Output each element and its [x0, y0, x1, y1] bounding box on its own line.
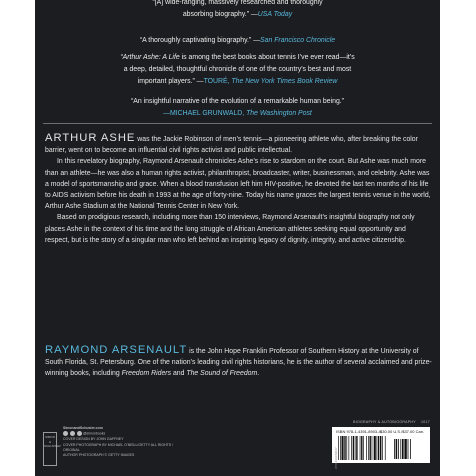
publisher-info: [63, 426, 183, 459]
barcode-bar: [380, 436, 381, 460]
barcode-bar: [382, 436, 383, 460]
book-title-italic: “Arthur Ashe: A Life: [120, 54, 180, 61]
barcode-bar: [356, 436, 357, 460]
publisher-url: SimonandSchuster.com: [63, 426, 103, 430]
book-description: [45, 133, 432, 246]
barcode-bar: [353, 436, 354, 460]
barcode-area: [332, 427, 430, 469]
barcode-bar: [372, 436, 373, 460]
barcode-bar: [410, 439, 411, 459]
barcode-bar: [370, 436, 371, 460]
bio-text: and: [171, 370, 187, 378]
barcode-bar: [349, 436, 350, 460]
description-paragraph-2: In this revelatory biography, Raymond Arsenault chronicles Ashe’s rise to stardom on the court. But Ashe was much more than an athlete—he was also a human rights activist, philanthropist, broadcaster, writer, businessman, and celebrity. Ashe was a model of sportsmanship and grace. When a blood transfusion left him HIV-positive, he devoted the last ten months of his life to AIDS activism before his death in 1993 at the age of forty-nine. Today his name graces the largest tennis venue in the world, Arthur Ashe Stadium at the National Tennis Center in New York.: [45, 158, 431, 211]
social-icons: [63, 431, 82, 436]
publisher-logo-text: SIMON & SCHUSTER: [44, 435, 61, 448]
bio-text: is the John Hope Franklin Professor of Southern History at the University of South Florida, St. Petersburg. One of the nation’s leading civil rights historians, he is the author of several acclaimed and prize-winning books, including: [45, 348, 432, 378]
barcode-bar: [360, 436, 361, 460]
publisher-footer: [35, 420, 440, 476]
author-name: RAYMOND ARSENAULT: [45, 344, 188, 356]
barcode-bar: [408, 439, 409, 459]
description-paragraph-1: [45, 133, 432, 156]
quote-toure: [35, 52, 440, 87]
quote-usa-today: [35, 0, 440, 21]
credit-line: COVER DESIGN BY JOHN GAFFNEY: [63, 437, 124, 442]
barcode-bar: [342, 436, 344, 460]
barcode-bar: [402, 439, 404, 459]
barcode-bar: [368, 436, 369, 460]
price-text: $30.00 U.S./$37.00 Can.: [380, 429, 425, 434]
quote-source: San Francisco Chronicle: [260, 37, 336, 44]
barcode-bar: [366, 436, 367, 460]
quote-line: [35, 76, 440, 88]
quote-text: “A thoroughly captivating biography.” —: [139, 37, 261, 44]
book-title: Freedom Riders: [121, 370, 172, 378]
book-back-cover: [35, 0, 440, 476]
author-bio: [45, 345, 432, 380]
credit-line: AUTHOR PHOTOGRAPH © GETTY IMAGES: [63, 453, 135, 458]
quote-line: absorbing biography.” —: [182, 10, 258, 18]
quote-text: important players.” —: [137, 77, 204, 85]
barcode-bar: [374, 436, 376, 460]
quote-text: a deep, detailed, thoughtful chronicle of one of the country’s best and most: [123, 65, 352, 73]
barcode-bar: [377, 436, 378, 460]
social-handle: @simonbooks: [82, 431, 106, 436]
barcode-bar: [404, 439, 406, 459]
barcode-bar: [346, 436, 347, 460]
barcode-bar: [394, 439, 395, 459]
barcode-bar: [355, 436, 356, 460]
subject-name: ARTHUR ASHE: [45, 132, 136, 144]
quote-sf-chronicle: [35, 35, 440, 47]
barcode-icon: [332, 427, 430, 463]
quote-source: The New York Times Book Review: [231, 77, 338, 85]
category-text: BIOGRAPHY & AUTOBIOGRAPHY: [353, 420, 416, 424]
description-paragraph-3: Based on prodigious research, including more than 150 interviews, Raymond Arsenault’s insightful biography not only places Ashe in the context of his time and the long struggle of African American athletes seeking equal opportunity and respect, but is the story of a singular man who left behind an inspiring legacy of dignity, integrity, and active citizenship.: [45, 214, 415, 244]
publisher-logo: [43, 432, 61, 466]
divider: [43, 123, 432, 124]
quote-source: USA Today: [257, 10, 293, 18]
quote-author: —MICHAEL GRUNWALD,: [163, 109, 247, 117]
quote-text: “[A] wide-ranging, massively researched and thoroughly: [152, 0, 323, 6]
facebook-icon: [77, 431, 82, 436]
book-title: The Sound of Freedom: [186, 370, 258, 378]
quote-text: [35, 9, 440, 21]
instagram-icon: [70, 431, 75, 436]
barcode-bar: [385, 436, 386, 460]
side-code: 9781439189047: [334, 447, 338, 469]
barcode-bar: [344, 436, 345, 460]
twitter-icon: [63, 431, 68, 436]
paragraph-text: was the Jackie Robinson of men’s tennis—a pioneering athlete who, after breaking the color barrier, went on to become an influential civil rights activist and public intellectual.: [45, 136, 418, 155]
quote-text: “An insightful narrative of the evolution of a remarkable human being.”: [131, 98, 344, 105]
bio-text: .: [257, 370, 260, 378]
isbn-text: ISBN 978-1-4391-8903-4: [336, 429, 381, 434]
barcode-bar: [396, 439, 398, 459]
price-code: 1017: [421, 420, 430, 424]
barcode-bar: [340, 436, 341, 460]
quote-washington-post: [35, 96, 440, 120]
bio-paragraph: [45, 345, 432, 380]
quote-line: [35, 108, 440, 120]
quote-text: is among the best books about tennis I’ve ever read—it’s: [179, 54, 355, 61]
barcode-bar: [378, 436, 379, 460]
category-label: [353, 420, 430, 424]
quote-source: The Washington Post: [246, 109, 312, 117]
quote-author: TOURÉ,: [203, 77, 232, 85]
credit-line: COVER PHOTOGRAPH BY MICHAEL O’NEILL/GETTY ALL RIGHTS / ORIGINAL: [63, 442, 174, 453]
barcode-bar: [398, 439, 399, 459]
quote-line: [35, 52, 440, 64]
barcode-bar: [363, 436, 364, 460]
barcode-bar: [400, 439, 401, 459]
barcode-bar: [351, 436, 352, 460]
barcode-bar: [338, 436, 339, 460]
barcode-bar: [361, 436, 362, 460]
